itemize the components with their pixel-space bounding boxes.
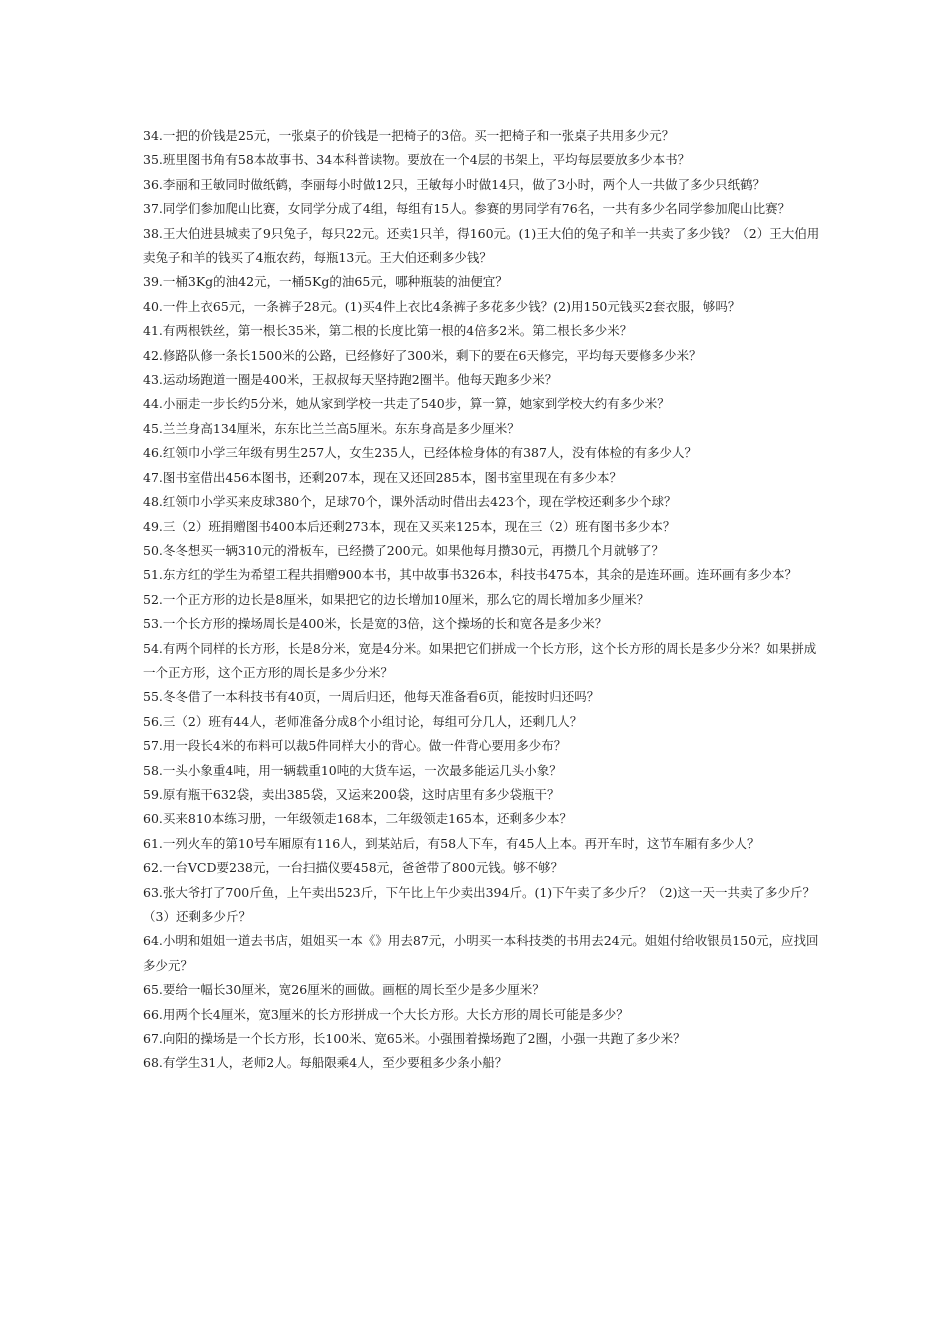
problem-44: 44.小丽走一步长约5分米，她从家到学校一共走了540步，算一算，她家到学校大约有多少米？ bbox=[143, 396, 670, 412]
problem-66: 66.用两个长4厘米，宽3厘米的长方形拼成一个大长方形。大长方形的周长可能是多少？ bbox=[143, 1006, 629, 1022]
problem-36: 36.李丽和王敏同时做纸鹤，李丽每小时做12只，王敏每小时做14只，做了3小时，两个人一共做了多少只纸鹤？ bbox=[143, 176, 766, 192]
problem-47: 47.图书室借出456本图书，还剩207本，现在又还回285本，图书室里现在有多少本？ bbox=[143, 469, 622, 485]
problem-54: 54.有两个同样的长方形，长是8分米，宽是4分米。如果把它们拼成一个长方形，这个长方形的周长是多少分米？如果拼成一个正方形，这个正方形的周长是多少分米？ bbox=[143, 640, 817, 680]
problem-51: 51.东方红的学生为希望工程共捐赠900本书，其中故事书326本，科技书475本，其余的是连环画。连环画有多少本？ bbox=[143, 567, 797, 583]
problem-57: 57.用一段长4米的布料可以裁5件同样大小的背心。做一件背心要用多少布？ bbox=[143, 738, 567, 754]
problem-46: 46.红领巾小学三年级有男生257人，女生235人，已经体检身体的有387人，没有体检的有多少人？ bbox=[143, 445, 697, 461]
problem-42: 42.修路队修一条长1500米的公路，已经修好了300米，剩下的要在6天修完，平均每天要修多少米？ bbox=[143, 347, 702, 363]
problem-37: 37.同学们参加爬山比赛，女同学分成了4组，每组有15人。参赛的男同学有76名，一共有多少名同学参加爬山比赛？ bbox=[143, 201, 791, 217]
problem-48: 48.红领巾小学买来皮球380个，足球70个，课外活动时借出去423个，现在学校还剩多少个球？ bbox=[143, 494, 677, 510]
problem-53: 53.一个长方形的操场周长是400米，长是宽的3倍，这个操场的长和宽各是多少米？ bbox=[143, 616, 608, 632]
problem-list bbox=[143, 124, 821, 1076]
problem-40: 40.一件上衣65元，一条裤子28元。(1)买4件上衣比4条裤子多花多少钱？(2)用150元钱买2套衣服，够吗？ bbox=[143, 298, 741, 314]
problem-65: 65.要给一幅长30厘米，宽26厘米的画做。画框的周长至少是多少厘米？ bbox=[143, 982, 545, 998]
problem-34: 34.一把的价钱是25元，一张桌子的价钱是一把椅子的3倍。买一把椅子和一张桌子共用多少元？ bbox=[143, 128, 675, 143]
problem-59: 59.原有瓶干632袋，卖出385袋，又运来200袋，这时店里有多少袋瓶干？ bbox=[143, 786, 560, 802]
problem-64: 64.小明和姐姐一道去书店，姐姐买一本《》用去87元，小明买一本科技类的书用去24元。姐姐付给收银员150元，应找回多少元？ bbox=[143, 933, 819, 973]
problem-55: 55.冬冬借了一本科技书有40页，一周后归还，他每天准备看6页，能按时归还吗？ bbox=[143, 689, 600, 705]
problem-68: 68.有学生31人，老师2人。每船限乘4人，至少要租多少条小船？ bbox=[143, 1055, 508, 1071]
problem-50: 50.冬冬想买一辆310元的滑板车，已经攒了200元。如果他每月攒30元，再攒几个月就够了？ bbox=[143, 542, 665, 558]
problem-63: 63.张大爷打了700斤鱼，上午卖出523斤，下午比上午少卖出394斤。(1)下午卖了多少斤？（2)这一天一共卖了多少斤？（3）还剩多少斤？ bbox=[143, 884, 815, 924]
problem-41: 41.有两根铁丝，第一根长35米，第二根的长度比第一根的4倍多2米。第二根长多少米？ bbox=[143, 323, 633, 339]
problem-56: 56.三（2）班有44人，老师准备分成8个小组讨论，每组可分几人，还剩几人？ bbox=[143, 713, 583, 729]
problem-49: 49.三（2）班捐赠图书400本后还剩273本，现在又买来125本，现在三（2）班有图书多少本？ bbox=[143, 518, 676, 534]
problem-60: 60.买来810本练习册，一年级领走168本，二年级领走165本，还剩多少本？ bbox=[143, 811, 572, 827]
problem-67: 67.向阳的操场是一个长方形，长100米、宽65米。小强围着操场跑了2圈，小强一共跑了多少米？ bbox=[143, 1031, 686, 1047]
problem-58: 58.一头小象重4吨，用一辆载重10吨的大货车运，一次最多能运几头小象？ bbox=[143, 762, 562, 778]
problem-61: 61.一列火车的第10号车厢原有116人，到某站后，有58人下车，有45人上本。再开车时，这节车厢有多少人？ bbox=[143, 835, 760, 851]
problem-45: 45.兰兰身高134厘米，东东比兰兰高5厘米。东东身高是多少厘米？ bbox=[143, 420, 520, 436]
problem-62: 62.一台VCD要238元，一台扫描仪要458元，爸爸带了800元钱。够不够？ bbox=[143, 860, 564, 876]
problem-39: 39.一桶3Kg的油42元，一桶5Kg的油65元，哪种瓶装的油便宜？ bbox=[143, 274, 508, 290]
problem-43: 43.运动场跑道一圈是400米，王叔叔每天坚持跑2圈半。他每天跑多少米？ bbox=[143, 372, 558, 388]
problem-38: 38.王大伯进县城卖了9只兔子，每只22元。还卖1只羊，得160元。(1)王大伯的兔子和羊一共卖了多少钱？（2）王大伯用卖兔子和羊的钱买了4瓶农药，每瓶13元。王大伯还剩多少钱？ bbox=[143, 225, 820, 266]
problem-52: 52.一个正方形的边长是8厘米，如果把它的边长增加10厘米，那么它的周长增加多少厘米？ bbox=[143, 591, 650, 607]
problem-35: 35.班里图书角有58本故事书、34本科普读物。要放在一个4层的书架上，平均每层要放多少本书？ bbox=[143, 152, 691, 168]
